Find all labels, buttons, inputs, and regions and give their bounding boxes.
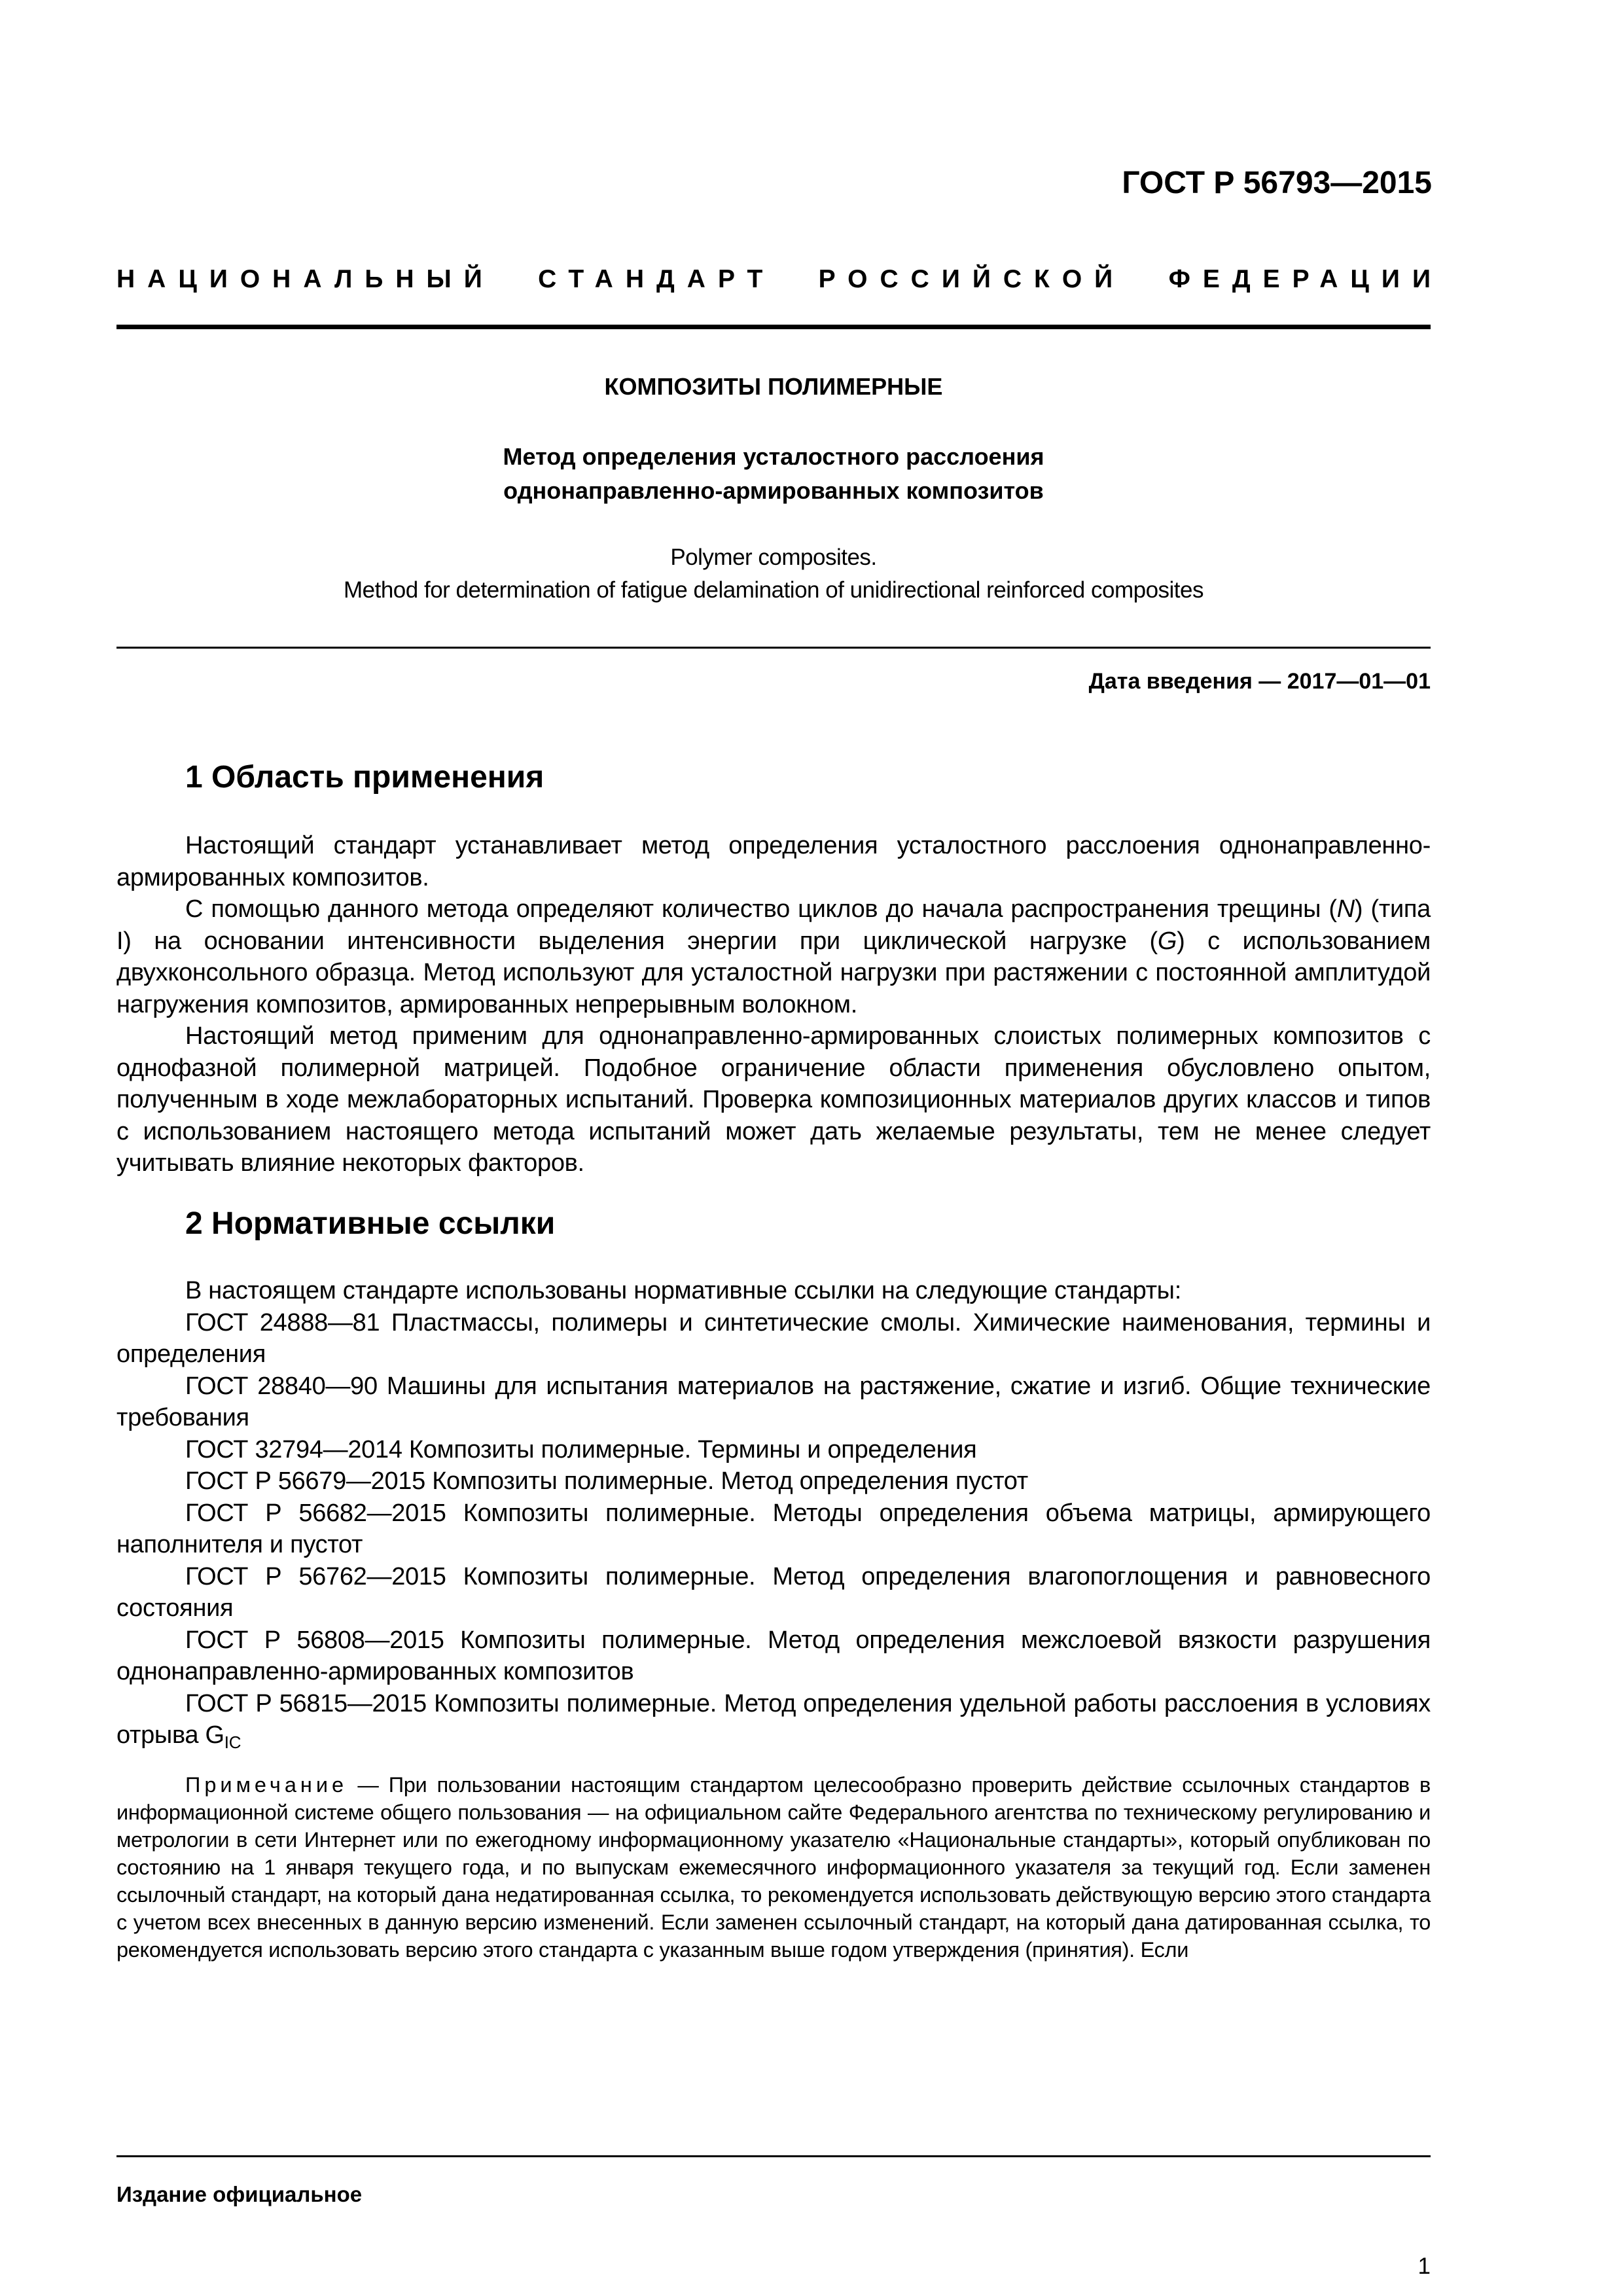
header-divider [116, 325, 1431, 329]
reference-item: ГОСТ 32794—2014 Композиты полимерные. Термины и определения [185, 1435, 977, 1463]
note-text: — При пользовании настоящим стандартом целесообразно проверить действие ссылочных стандартов в информационной системе общего пользования — на официальном сайте Федерального агентства по техническому регулированию и метрологии в сети Интернет или по ежегодному информационному указателю «Национальные стандарты», который опубликован по состоянию на 1 января текущего года, и по выпускам ежемесячного информационного указателя за текущий год. Если заменен ссылочный стандарт, на который дана недатированная ссылка, то рекомендуется использовать действующую версию этого стандарта с учетом всех внесенных в данную версию изменений. Если заменен ссылочный стандарт, на который дана датированная ссылка, то рекомендуется использовать версию этого стандарта с указанным выше годом утверждения (принятия). Если [116, 1773, 1431, 1962]
official-edition-label: Издание официальное [116, 2182, 363, 2206]
document-title: КОМПОЗИТЫ ПОЛИМЕРНЫЕ [604, 373, 943, 400]
paragraph: Настоящий стандарт устанавливает метод определения усталостного расслоения однонаправленно-армированных композитов. [116, 832, 1431, 891]
subtitle-line: Метод определения усталостного расслоения [503, 443, 1044, 470]
title-divider [116, 647, 1431, 649]
page-number: 1 [1418, 2253, 1431, 2279]
header-word: РОССИЙСКОЙ [818, 265, 1126, 293]
document-subtitle [116, 440, 1431, 508]
subscript: IC [224, 1732, 241, 1752]
introduction-date: Дата введения — 2017—01—01 [1088, 669, 1431, 694]
national-standard-header [116, 265, 1443, 294]
note-label: Примечание [185, 1773, 348, 1797]
reference-item: ГОСТ Р 56815—2015 Композиты полимерные. Метод определения удельной работы расслоения в условиях отрыва $G_{IC}$ [116, 1689, 1431, 1752]
section-heading-references: 2 Нормативные ссылки [185, 1206, 556, 1241]
section-heading-scope: 1 Область применения [185, 760, 544, 795]
paragraph: В настоящем стандарте использованы нормативные ссылки на следующие стандарты: [185, 1277, 1181, 1304]
standard-number: ГОСТ Р 56793—2015 [1122, 166, 1432, 200]
header-word: СТАНДАРТ [538, 265, 776, 293]
english-title-line: Polymer composites. [670, 545, 877, 570]
reference-item: ГОСТ Р 56682—2015 Композиты полимерные. Методы определения объема матрицы, армирующего наполнителя и пустот [116, 1499, 1431, 1558]
header-word: ФЕДЕРАЦИИ [1168, 265, 1443, 293]
reference-item: ГОСТ Р 56762—2015 Композиты полимерные. Метод определения влагопоглощения и равновесного состояния [116, 1562, 1431, 1622]
reference-item: ГОСТ Р 56679—2015 Композиты полимерные. Метод определения пустот [185, 1467, 1028, 1495]
note-block [116, 1771, 1431, 1964]
english-title-line: Method for determination of fatigue delamination of unidirectional reinforced composites [344, 577, 1204, 603]
section-references-body [116, 1275, 1431, 1759]
paragraph: Настоящий метод применим для однонаправленно-армированных слоистых полимерных композитов с однофазной полимерной матрицей. Подобное ограничение области применения обусловлено опытом, полученным в ходе межлабораторных испытаний. Проверка композиционных материалов других классов и типов с использованием настоящего метода испытаний может дать желаемые результаты, тем не менее следует учитывать влияние некоторых факторов. [116, 1022, 1431, 1177]
note-paragraph [116, 1771, 1431, 1964]
footer-divider [116, 2155, 1431, 2157]
subtitle-line: однонаправленно-армированных композитов [503, 477, 1044, 504]
english-title [116, 541, 1431, 607]
paragraph: С помощью данного метода определяют количество циклов до начала распространения трещины (N) (типа I) на основании интенсивности выделения энергии при циклической нагрузке (G) с использованием двухконсольного образца. Метод используют для усталостной нагрузки при растяжении с постоянной амплитудой нагружения композитов, армированных непрерывным волокном. [116, 895, 1431, 1018]
reference-item: ГОСТ 28840—90 Машины для испытания материалов на растяжение, сжатие и изгиб. Общие технические требования [116, 1372, 1431, 1431]
header-word: НАЦИОНАЛЬНЫЙ [116, 265, 495, 293]
reference-item: ГОСТ 24888—81 Пластмассы, полимеры и синтетические смолы. Химические наименования, термины и определения [116, 1308, 1431, 1368]
section-scope-body [116, 830, 1431, 1179]
reference-item: ГОСТ Р 56808—2015 Композиты полимерные. Метод определения межслоевой вязкости разрушения однонаправленно-армированных композитов [116, 1626, 1431, 1685]
